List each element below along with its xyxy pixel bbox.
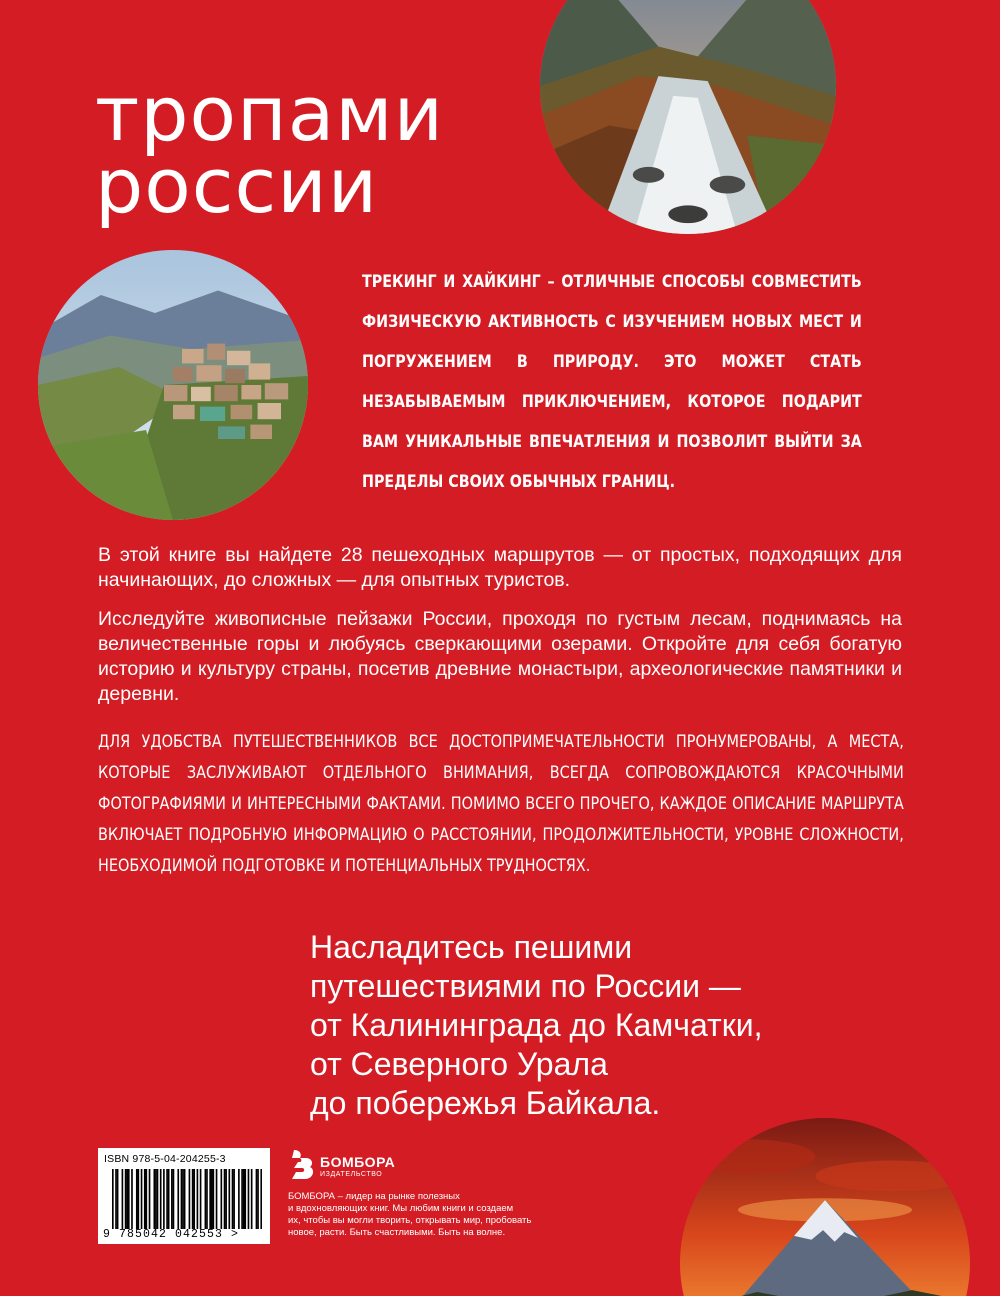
closing-line-5: до побережья Байкала. bbox=[310, 1085, 661, 1121]
barcode-bar bbox=[200, 1169, 202, 1229]
title-line-2: россии bbox=[95, 141, 379, 230]
barcode-bar bbox=[248, 1169, 250, 1229]
barcode-bar bbox=[166, 1169, 168, 1229]
barcode-bar bbox=[225, 1169, 227, 1229]
lead-paragraph: ТРЕКИНГ И ХАЙКИНГ – ОТЛИЧНЫЕ СПОСОБЫ СОВМЕСТИТЬ ФИЗИЧЕСКУЮ АКТИВНОСТЬ С ИЗУЧЕНИЕМ НОВЫХ МЕСТ И ПОГРУЖЕНИЕМ В ПРИРОДУ. ЭТО МОЖЕТ СТАТЬ НЕЗАБЫВАЕМЫМ ПРИКЛЮЧЕНИЕМ, КОТОРОЕ ПОДАРИТ ВАМ УНИКАЛЬНЫЕ ВПЕЧАТЛЕНИЯ И ПОЗВОЛИТ ВЫЙТИ ЗА ПРЕДЕЛЫ СВОИХ ОБЫЧНЫХ ГРАНИЦ. bbox=[362, 272, 862, 492]
barcode-bar bbox=[233, 1169, 235, 1229]
barcode-bar bbox=[193, 1169, 195, 1229]
barcode-bar bbox=[163, 1169, 165, 1229]
barcode-bar bbox=[171, 1169, 173, 1229]
barcode-bar bbox=[146, 1169, 148, 1229]
barcode-bar bbox=[149, 1169, 151, 1229]
barcode-bar bbox=[257, 1169, 259, 1229]
barcode-bars bbox=[112, 1169, 262, 1229]
barcode-bar bbox=[115, 1169, 117, 1229]
barcode-bar bbox=[122, 1169, 124, 1229]
title-line-1: тропами bbox=[95, 69, 444, 158]
publisher-name: БОМБОРА bbox=[320, 1154, 396, 1170]
barcode-bar bbox=[206, 1169, 208, 1229]
barcode-bar bbox=[209, 1169, 211, 1229]
barcode-bar bbox=[182, 1169, 184, 1229]
barcode-digits: 9 785042 042553 > bbox=[103, 1228, 240, 1241]
publisher-blurb bbox=[288, 1191, 574, 1239]
barcode-bar bbox=[189, 1169, 191, 1229]
barcode-bar bbox=[211, 1169, 213, 1229]
barcode-bar bbox=[232, 1169, 234, 1229]
publisher-blurb-line: новое, расти. Быть счастливыми. Быть на волне. bbox=[288, 1227, 506, 1238]
barcode-bar bbox=[138, 1169, 140, 1229]
features-paragraph: ДЛЯ УДОБСТВА ПУТЕШЕСТВЕННИКОВ ВСЕ ДОСТОПРИМЕЧАТЕЛЬНОСТИ ПРОНУМЕРОВАНЫ, А МЕСТА, КОТОРЫЕ ЗАСЛУЖИВАЮТ ОТДЕЛЬНОГО ВНИМАНИЯ, ВСЕГДА СОПРОВОЖДАЮТСЯ КРАСОЧНЫМИ ФОТОГРАФИЯМИ И ИНТЕРЕСНЫМИ ФАКТАМИ. ПОМИМО ВСЕГО ПРОЧЕГО, КАЖДОЕ ОПИСАНИЕ МАРШРУТА ВКЛЮЧАЕТ ПОДРОБНУЮ ИНФОРМАЦИЮ О РАССТОЯНИИ, ПРОДОЛЖИТЕЛЬНОСТИ, УРОВНЕ СЛОЖНОСТИ, НЕОБХОДИМОЙ ПОДГОТОВКЕ И ПОТЕНЦИАЛЬНЫХ ТРУДНОСТЯХ. bbox=[98, 732, 904, 876]
mountain-river-photo bbox=[540, 0, 836, 234]
barcode-bar bbox=[144, 1169, 146, 1229]
barcode-bar bbox=[126, 1169, 128, 1229]
barcode-bar bbox=[136, 1169, 138, 1229]
publisher-blurb-line: их, чтобы вы могли творить, открывать мир, пробовать bbox=[288, 1215, 532, 1226]
barcode-bar bbox=[112, 1169, 114, 1229]
barcode-bar bbox=[181, 1169, 183, 1229]
barcode-bar bbox=[251, 1169, 253, 1229]
barcode-bar bbox=[168, 1169, 170, 1229]
barcode-bar bbox=[243, 1169, 245, 1229]
barcode-bar bbox=[221, 1169, 223, 1229]
barcode-bar bbox=[213, 1169, 215, 1229]
barcode-bar bbox=[197, 1169, 199, 1229]
description-paragraph: Исследуйте живописные пейзажи России, проходя по густым лесам, поднимаясь на величественные горы и любуясь сверкающими озерами. Откройте для себя богатую историю и культуру страны, посетив древние монастыри, археологические памятники и деревни. bbox=[98, 608, 902, 705]
barcode-bar bbox=[184, 1169, 186, 1229]
book-title bbox=[95, 69, 444, 230]
barcode-bar bbox=[125, 1169, 127, 1229]
barcode-bar bbox=[153, 1169, 155, 1229]
barcode-bar bbox=[260, 1169, 262, 1229]
isbn-number: ISBN 978-5-04-204255-3 bbox=[104, 1153, 226, 1165]
barcode-bar bbox=[238, 1169, 240, 1229]
barcode-bar bbox=[131, 1169, 133, 1229]
barcode-bar bbox=[244, 1169, 246, 1229]
barcode-bar bbox=[141, 1169, 143, 1229]
barcode-bar bbox=[224, 1169, 226, 1229]
barcode-bar bbox=[205, 1169, 207, 1229]
barcode-bar bbox=[160, 1169, 162, 1229]
closing-statement bbox=[310, 928, 910, 1123]
barcode-bar bbox=[128, 1169, 130, 1229]
barcode-bar bbox=[177, 1169, 179, 1229]
closing-line-1: Насладитесь пешими bbox=[310, 929, 633, 965]
barcode-bar bbox=[155, 1169, 157, 1229]
barcode-bar bbox=[216, 1169, 218, 1229]
closing-line-4: от Северного Урала bbox=[310, 1046, 608, 1082]
barcode-bar bbox=[256, 1169, 258, 1229]
barcode-bar bbox=[192, 1169, 194, 1229]
barcode-bar bbox=[241, 1169, 243, 1229]
intro-paragraph: В этой книге вы найдете 28 пешеходных маршрутов — от простых, подходящих для начинающих, до сложных — для опытных туристов. bbox=[98, 544, 902, 591]
barcode-bar bbox=[117, 1169, 119, 1229]
mountain-village-photo bbox=[38, 250, 308, 520]
barcode-bar bbox=[157, 1169, 159, 1229]
isbn-barcode bbox=[98, 1148, 270, 1244]
closing-line-3: от Калининграда до Камчатки, bbox=[310, 1007, 763, 1043]
publisher-blurb-line: БОМБОРА – лидер на рынке полезных bbox=[288, 1191, 460, 1202]
publisher-blurb-line: и вдохновляющих книг. Мы любим книги и создаем bbox=[288, 1203, 514, 1214]
publisher-logo bbox=[288, 1148, 428, 1184]
closing-line-2: путешествиями по России — bbox=[310, 968, 741, 1004]
publisher-subtitle: ИЗДАТЕЛЬСТВО bbox=[320, 1171, 383, 1178]
volcano-sunset-photo bbox=[680, 1118, 970, 1296]
publisher-logo-icon bbox=[288, 1148, 316, 1182]
barcode-bar bbox=[173, 1169, 175, 1229]
barcode-bar bbox=[228, 1169, 230, 1229]
